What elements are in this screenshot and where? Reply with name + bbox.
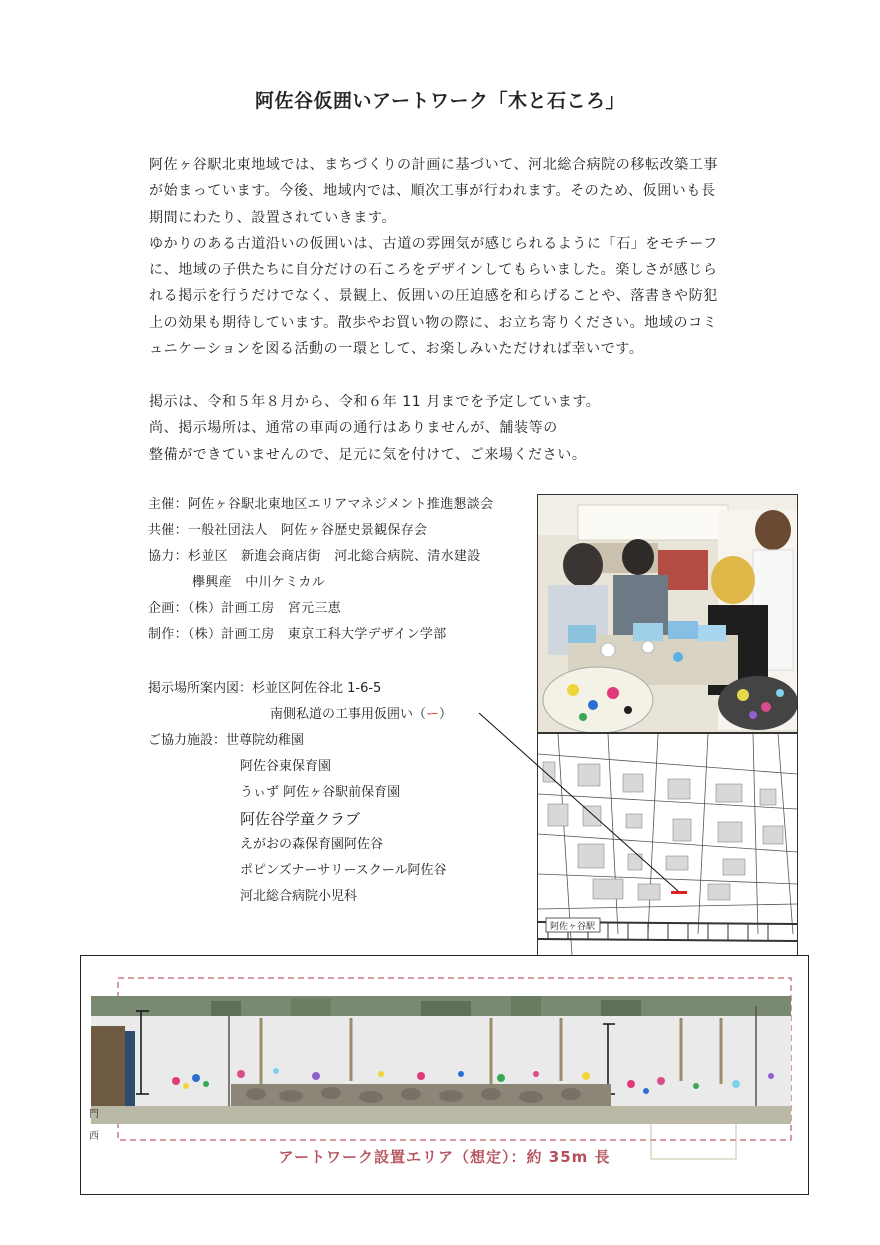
intro-line: れる掲示を行うだけでなく、景観上、仮囲いの圧迫感を和らげることや、落書きや防犯 bbox=[149, 288, 718, 305]
location-detail-close: ） bbox=[439, 707, 453, 722]
gate-label-1: 門 bbox=[89, 1109, 99, 1120]
cooperation-credit: 協力：杉並区 新進会商店街 河北総合病院、清水建設 bbox=[148, 549, 481, 564]
notice-line: 掲示は、令和５年８月から、令和６年 11 月までを予定しています。 bbox=[149, 394, 601, 410]
intro-paragraph bbox=[149, 152, 759, 362]
street-map-illustration bbox=[538, 734, 797, 971]
workshop-photo-illustration bbox=[538, 495, 797, 732]
credits-list bbox=[148, 492, 538, 648]
location-address: 掲示場所案内図：杉並区阿佐谷北 1-6-5 bbox=[148, 681, 382, 696]
facility-item: 阿佐谷東保育園 bbox=[240, 759, 332, 774]
location-marker: ー bbox=[426, 707, 440, 722]
facility-item: 阿佐谷学童クラブ bbox=[240, 810, 361, 828]
facility-item: えがおの森保育園阿佐谷 bbox=[240, 837, 384, 852]
location-detail-text: 南側私道の工事用仮囲い（ bbox=[270, 707, 427, 722]
page-title: 阿佐谷仮囲いアートワーク「木と石ころ」 bbox=[255, 90, 625, 112]
notice-paragraph bbox=[149, 389, 749, 468]
facilities-label: ご協力施設：世尊院幼稚園 bbox=[148, 733, 305, 748]
intro-line: 期間にわたり、設置されていきます。 bbox=[149, 209, 397, 226]
intro-line: が始まっています。今後、地域内では、順次工事が行われます。そのため、仮囲いも長 bbox=[149, 183, 716, 200]
cooperation-credit-cont: 欅興産 中川ケミカル bbox=[192, 575, 326, 590]
facility-item: 河北総合病院小児科 bbox=[240, 889, 358, 904]
artwork-panorama bbox=[80, 955, 809, 1195]
facility-item: うぃず 阿佐ヶ谷駅前保育園 bbox=[240, 785, 401, 800]
location-map bbox=[537, 733, 798, 972]
intro-line: 阿佐ヶ谷駅北東地域では、まちづくりの計画に基づいて、河北総合病院の移転改築工事 bbox=[149, 157, 718, 173]
cosponsor-credit: 共催：一般社団法人 阿佐ヶ谷歴史景観保存会 bbox=[148, 523, 428, 538]
organizer-credit: 主催：阿佐ヶ谷駅北東地区エリアマネジメント推進懇談会 bbox=[148, 497, 494, 512]
facilities-list bbox=[148, 728, 528, 910]
notice-line: 尚、掲示場所は、通常の車両の通行はありませんが、舗装等の bbox=[149, 420, 558, 437]
intro-line: ュニケーションを図る活動の一環として、お楽しみいただければ幸いです。 bbox=[149, 341, 644, 358]
intro-line: ゆかりのある古道沿いの仮囲いは、古道の雰囲気が感じられるように「石」をモチーフ bbox=[149, 235, 718, 252]
intro-line: に、地域の子供たちに自分だけの石ころをデザインしてもらいました。楽しさが感じら bbox=[149, 262, 718, 279]
station-label: 阿佐ヶ谷駅 bbox=[550, 922, 596, 932]
workshop-photo bbox=[537, 494, 798, 733]
location-detail bbox=[148, 702, 528, 728]
location-info bbox=[148, 676, 528, 728]
gate-label-2: 西 bbox=[89, 1131, 99, 1142]
planning-credit: 企画：（株）計画工房 宮元三恵 bbox=[148, 601, 342, 616]
intro-line: 上の効果も期待しています。散歩やお買い物の際に、お立ち寄りください。地域のコミ bbox=[149, 314, 718, 331]
artwork-area-caption: アートワーク設置エリア（想定）：約 35m 長 bbox=[278, 1148, 611, 1166]
facility-item: ポピンズナーサリースクール阿佐谷 bbox=[240, 863, 447, 878]
gate-label bbox=[89, 1104, 99, 1148]
notice-line: 整備ができていませんので、足元に気を付けて、ご来場ください。 bbox=[149, 446, 587, 463]
production-credit: 制作：（株）計画工房 東京工科大学デザイン学部 bbox=[148, 627, 447, 642]
